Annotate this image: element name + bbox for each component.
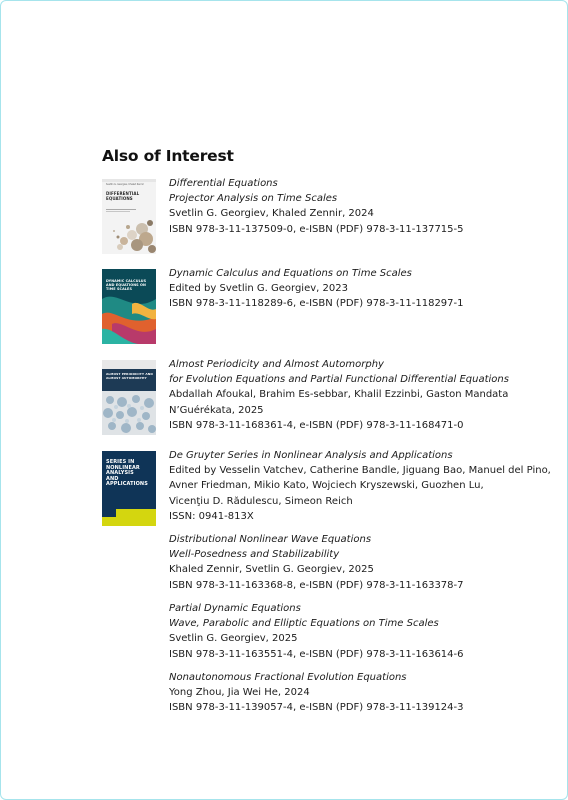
book-cover-almost-periodicity xyxy=(102,360,156,435)
book-entry-7 xyxy=(169,670,539,716)
cover-author: Svetlin G. Georgiev, Khaled Zennir xyxy=(106,183,144,186)
cover-title: DYNAMIC CALCULUS AND EQUATIONS ON TIME SCALES xyxy=(106,279,147,291)
book-authors: Edited by Svetlin G. Georgiev, 2023 xyxy=(169,283,348,295)
book-title: Differential Equations xyxy=(169,178,278,189)
book-isbn: ISBN 978-3-11-118289-6, e-ISBN (PDF) 978-3-11-118297-1 xyxy=(169,298,464,310)
page-heading: Also of Interest xyxy=(102,147,234,165)
series-editors: Edited by Vesselin Vatchev, Catherine Bandle, Jiguang Bao, Manuel del Pino, xyxy=(169,465,551,477)
book-isbn: ISBN 978-3-11-163368-8, e-ISBN (PDF) 978-3-11-163378-7 xyxy=(169,579,464,591)
cover-title: SERIES IN NONLINEAR ANALYSIS AND APPLICATIONS xyxy=(106,459,148,488)
book-subtitle: for Evolution Equations and Partial Functional Differential Equations xyxy=(169,374,509,386)
book-isbn: ISBN 978-3-11-137509-0, e-ISBN (PDF) 978-3-11-137715-5 xyxy=(169,223,464,235)
book-authors: Khaled Zennir, Svetlin G. Georgiev, 2025 xyxy=(169,564,374,576)
book-subtitle: Well-Posedness and Stabilizability xyxy=(169,549,340,561)
book-entry-5 xyxy=(169,532,539,593)
book-subtitle: Projector Analysis on Time Scales xyxy=(169,193,338,205)
series-editors-cont: Avner Friedman, Mikio Kato, Wojciech Kryszewski, Guozhen Lu, xyxy=(169,480,484,492)
book-entry-4 xyxy=(169,448,551,524)
book-subtitle: Wave, Parabolic and Elliptic Equations on Time Scales xyxy=(169,618,439,630)
book-entry-6 xyxy=(169,601,539,662)
book-authors: Svetlin G. Georgiev, 2025 xyxy=(169,633,298,645)
series-title: De Gruyter Series in Nonlinear Analysis and Applications xyxy=(169,450,453,461)
book-entry-3 xyxy=(169,357,539,433)
book-title: Partial Dynamic Equations xyxy=(169,603,301,614)
book-entry-1 xyxy=(169,176,539,237)
cover-title: DIFFERENTIAL EQUATIONS xyxy=(106,191,140,201)
book-authors-cont: N’Guérékata, 2025 xyxy=(169,404,264,416)
book-title: Distributional Nonlinear Wave Equations xyxy=(169,534,372,545)
series-issn: ISSN: 0941-813X xyxy=(169,510,254,522)
book-isbn: ISBN 978-3-11-168361-4, e-ISBN (PDF) 978-3-11-168471-0 xyxy=(169,419,464,431)
book-isbn: ISBN 978-3-11-163551-4, e-ISBN (PDF) 978-3-11-163614-6 xyxy=(169,648,464,660)
book-title: Almost Periodicity and Almost Automorphy xyxy=(169,359,384,370)
book-isbn: ISBN 978-3-11-139057-4, e-ISBN (PDF) 978-3-11-139124-3 xyxy=(169,702,464,714)
book-authors: Yong Zhou, Jia Wei He, 2024 xyxy=(169,687,310,699)
book-title: Nonautonomous Fractional Evolution Equations xyxy=(169,672,407,683)
book-authors: Abdallah Afoukal, Brahim Es-sebbar, Khalil Ezzinbi, Gaston Mandata xyxy=(169,389,509,401)
book-title: Dynamic Calculus and Equations on Time Scales xyxy=(169,268,412,279)
book-cover-series-nonlinear xyxy=(102,451,156,526)
book-cover-differential-equations xyxy=(102,179,156,254)
series-editors-cont: Vicenţiu D. Rădulescu, Simeon Reich xyxy=(169,495,353,507)
book-authors: Svetlin G. Georgiev, Khaled Zennir, 2024 xyxy=(169,208,374,220)
book-cover-dynamic-calculus xyxy=(102,269,156,344)
book-entry-2 xyxy=(169,266,539,312)
cover-title: ALMOST PERIODICITY AND ALMOST AUTOMORPHY xyxy=(106,372,153,380)
